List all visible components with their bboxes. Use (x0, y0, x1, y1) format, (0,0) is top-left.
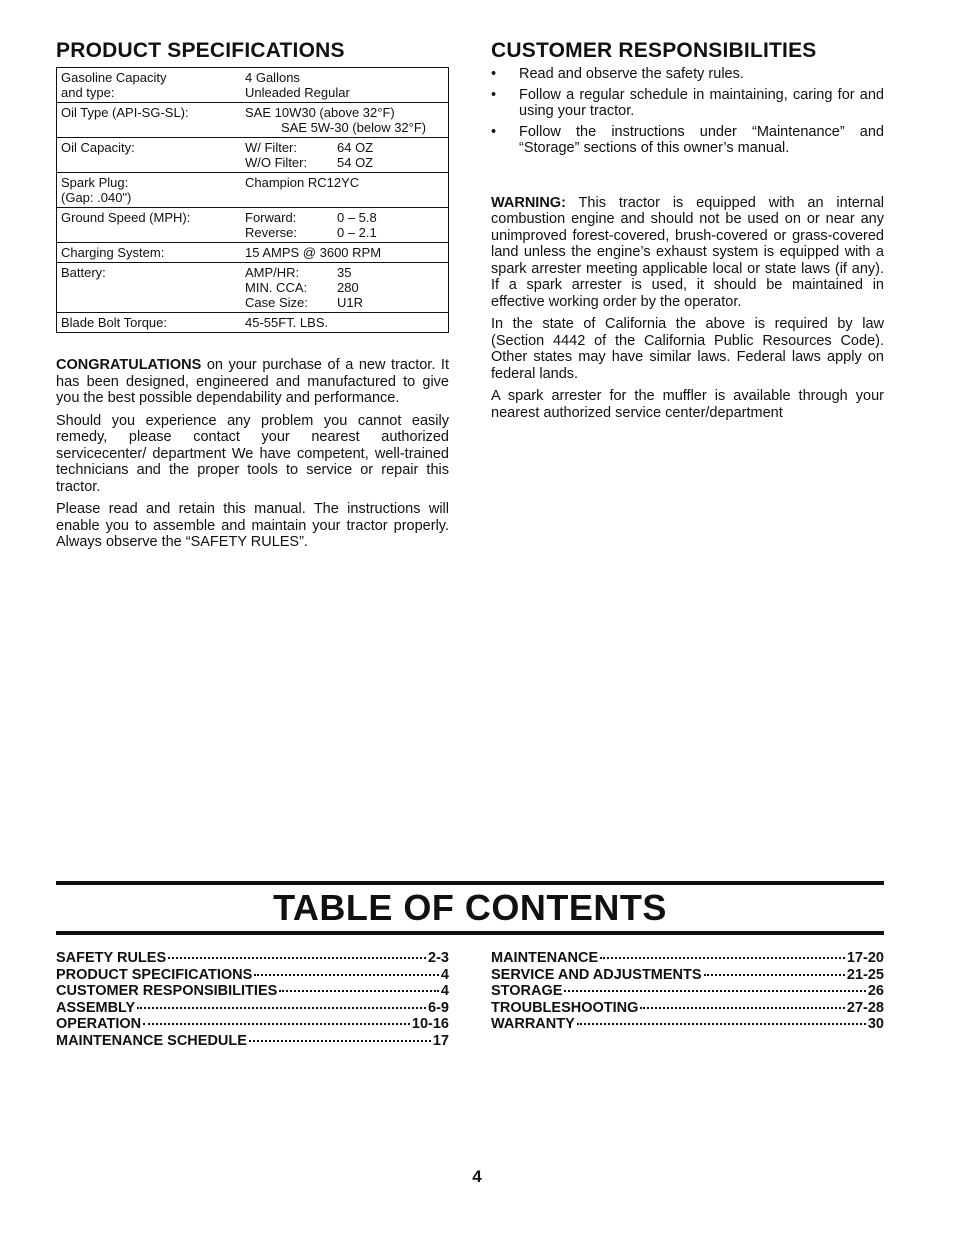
toc-right-column (491, 950, 884, 1033)
spec-row-blade-torque (57, 313, 449, 333)
spec-label: Gasoline Capacity and type: (57, 68, 242, 103)
bullet-icon: • (491, 123, 497, 140)
warning-paragraph: WARNING: This tractor is equipped with an internal combustion engine and should not be used on or near any unimproved forest-covered, brush-covered or grass-covered land unless the engine’s exhaust system is equipped with a spark arrester meeting applicable local or state laws (if any). If a spark arrester is used, it should be maintained in effective working order by the operator. (491, 194, 884, 310)
toc-entry[interactable]: TROUBLESHOOTING 27-28 (491, 999, 884, 1016)
toc-entry[interactable]: MAINTENANCE SCHEDULE 17 (56, 1032, 449, 1049)
spec-row-oil-type (57, 103, 449, 138)
spec-label: Ground Speed (MPH): (57, 208, 242, 243)
congratulations-paragraph: CONGRATULATIONS on your purchase of a new tractor. It has been designed, engineered and manufactured to give you the best possible dependability and performance. (56, 357, 449, 406)
service-paragraph: Should you experience any problem you cannot easily remedy, please contact your nearest authorized servicecenter/ department We have competent, well-trained technicians and the proper tools to service or repair this tractor. (56, 412, 449, 495)
spec-row-gasoline (57, 68, 449, 103)
toc-entry[interactable]: OPERATION 10-16 (56, 1016, 449, 1033)
toc-entry[interactable]: PRODUCT SPECIFICATIONS 4 (56, 966, 449, 983)
spec-label: Blade Bolt Torque: (61, 315, 167, 330)
spec-table (56, 67, 449, 333)
toc-leader (704, 974, 845, 976)
right-column (491, 38, 884, 427)
list-item: • Follow a regular schedule in maintaining, caring for and using your tractor. (491, 86, 884, 119)
customer-responsibilities-heading: CUSTOMER RESPONSIBILITIES (491, 39, 817, 62)
spec-label: Battery: (57, 263, 242, 313)
list-item: • Follow the instructions under “Maintenance” and “Storage” sections of this owner’s manual. (491, 123, 884, 156)
spec-row-ground-speed (57, 208, 449, 243)
toc-top-rule (56, 881, 884, 885)
toc-leader (143, 1023, 410, 1025)
toc-entry[interactable]: CUSTOMER RESPONSIBILITIES 4 (56, 983, 449, 1000)
toc-entry[interactable]: SERVICE AND ADJUSTMENTS 21-25 (491, 966, 884, 983)
list-item: • Read and observe the safety rules. (491, 66, 744, 82)
toc-entry[interactable]: WARRANTY 30 (491, 1016, 884, 1033)
spec-label: Spark Plug: (Gap: .040") (57, 173, 242, 208)
spec-label: Oil Type (API-SG-SL): (57, 103, 242, 138)
toc-leader (249, 1040, 431, 1042)
spec-row-charging (57, 243, 449, 263)
toc-entry[interactable]: ASSEMBLY 6-9 (56, 999, 449, 1016)
toc-leader (168, 957, 426, 959)
spec-value: AMP/HR: 35 MIN. CCA: 280 Case Size: U1R (241, 263, 449, 313)
spec-label: Oil Capacity: (57, 138, 242, 173)
spec-value: 4 Gallons Unleaded Regular (241, 68, 449, 103)
toc-bottom-rule (56, 931, 884, 935)
spec-row-spark-plug (57, 173, 449, 208)
bullet-icon: • (491, 66, 497, 82)
toc-title: TABLE OF CONTENTS (273, 887, 667, 928)
spec-value: Forward: 0 – 5.8 Reverse: 0 – 2.1 (241, 208, 449, 243)
warning-section (491, 195, 884, 422)
spec-value: Champion RC12YC (241, 173, 449, 208)
toc-entry[interactable]: STORAGE 26 (491, 983, 884, 1000)
toc-leader (577, 1023, 866, 1025)
retain-manual-paragraph: Please read and retain this manual. The instructions will enable you to assemble and maintain your tractor properly. Always observe the “SAFETY RULES”. (56, 501, 449, 550)
spark-arrester-paragraph: A spark arrester for the muffler is available through your nearest authorized service center/department (491, 388, 884, 421)
spec-row-battery (57, 263, 449, 313)
toc-entry[interactable]: MAINTENANCE 17-20 (491, 950, 884, 966)
toc-leader (279, 990, 439, 992)
spec-label: Charging System: (57, 243, 242, 263)
toc-entry[interactable]: SAFETY RULES 2-3 (56, 950, 449, 966)
left-column (56, 38, 449, 557)
spec-row-oil-capacity (57, 138, 449, 173)
spec-value: 15 AMPS @ 3600 RPM (241, 243, 449, 263)
spec-value: W/ Filter: 64 OZ W/O Filter: 54 OZ (241, 138, 449, 173)
toc-leader (137, 1007, 426, 1009)
product-specifications-heading: PRODUCT SPECIFICATIONS (56, 39, 345, 62)
toc-left-column (56, 950, 449, 1050)
bullet-icon: • (491, 86, 497, 103)
spec-value: 45-55FT. LBS. (245, 315, 329, 330)
toc-leader (254, 974, 439, 976)
page-number: 4 (472, 1167, 482, 1186)
spec-value: SAE 10W30 (above 32°F) SAE 5W-30 (below 32°F) (241, 103, 449, 138)
toc-leader (600, 957, 845, 959)
responsibilities-list (491, 66, 884, 157)
california-paragraph: In the state of California the above is required by law (Section 4442 of the California Public Resources Code). Other states may have similar laws. Federal laws apply on federal lands. (491, 316, 884, 382)
toc-leader (564, 990, 865, 992)
toc-leader (640, 1007, 844, 1009)
